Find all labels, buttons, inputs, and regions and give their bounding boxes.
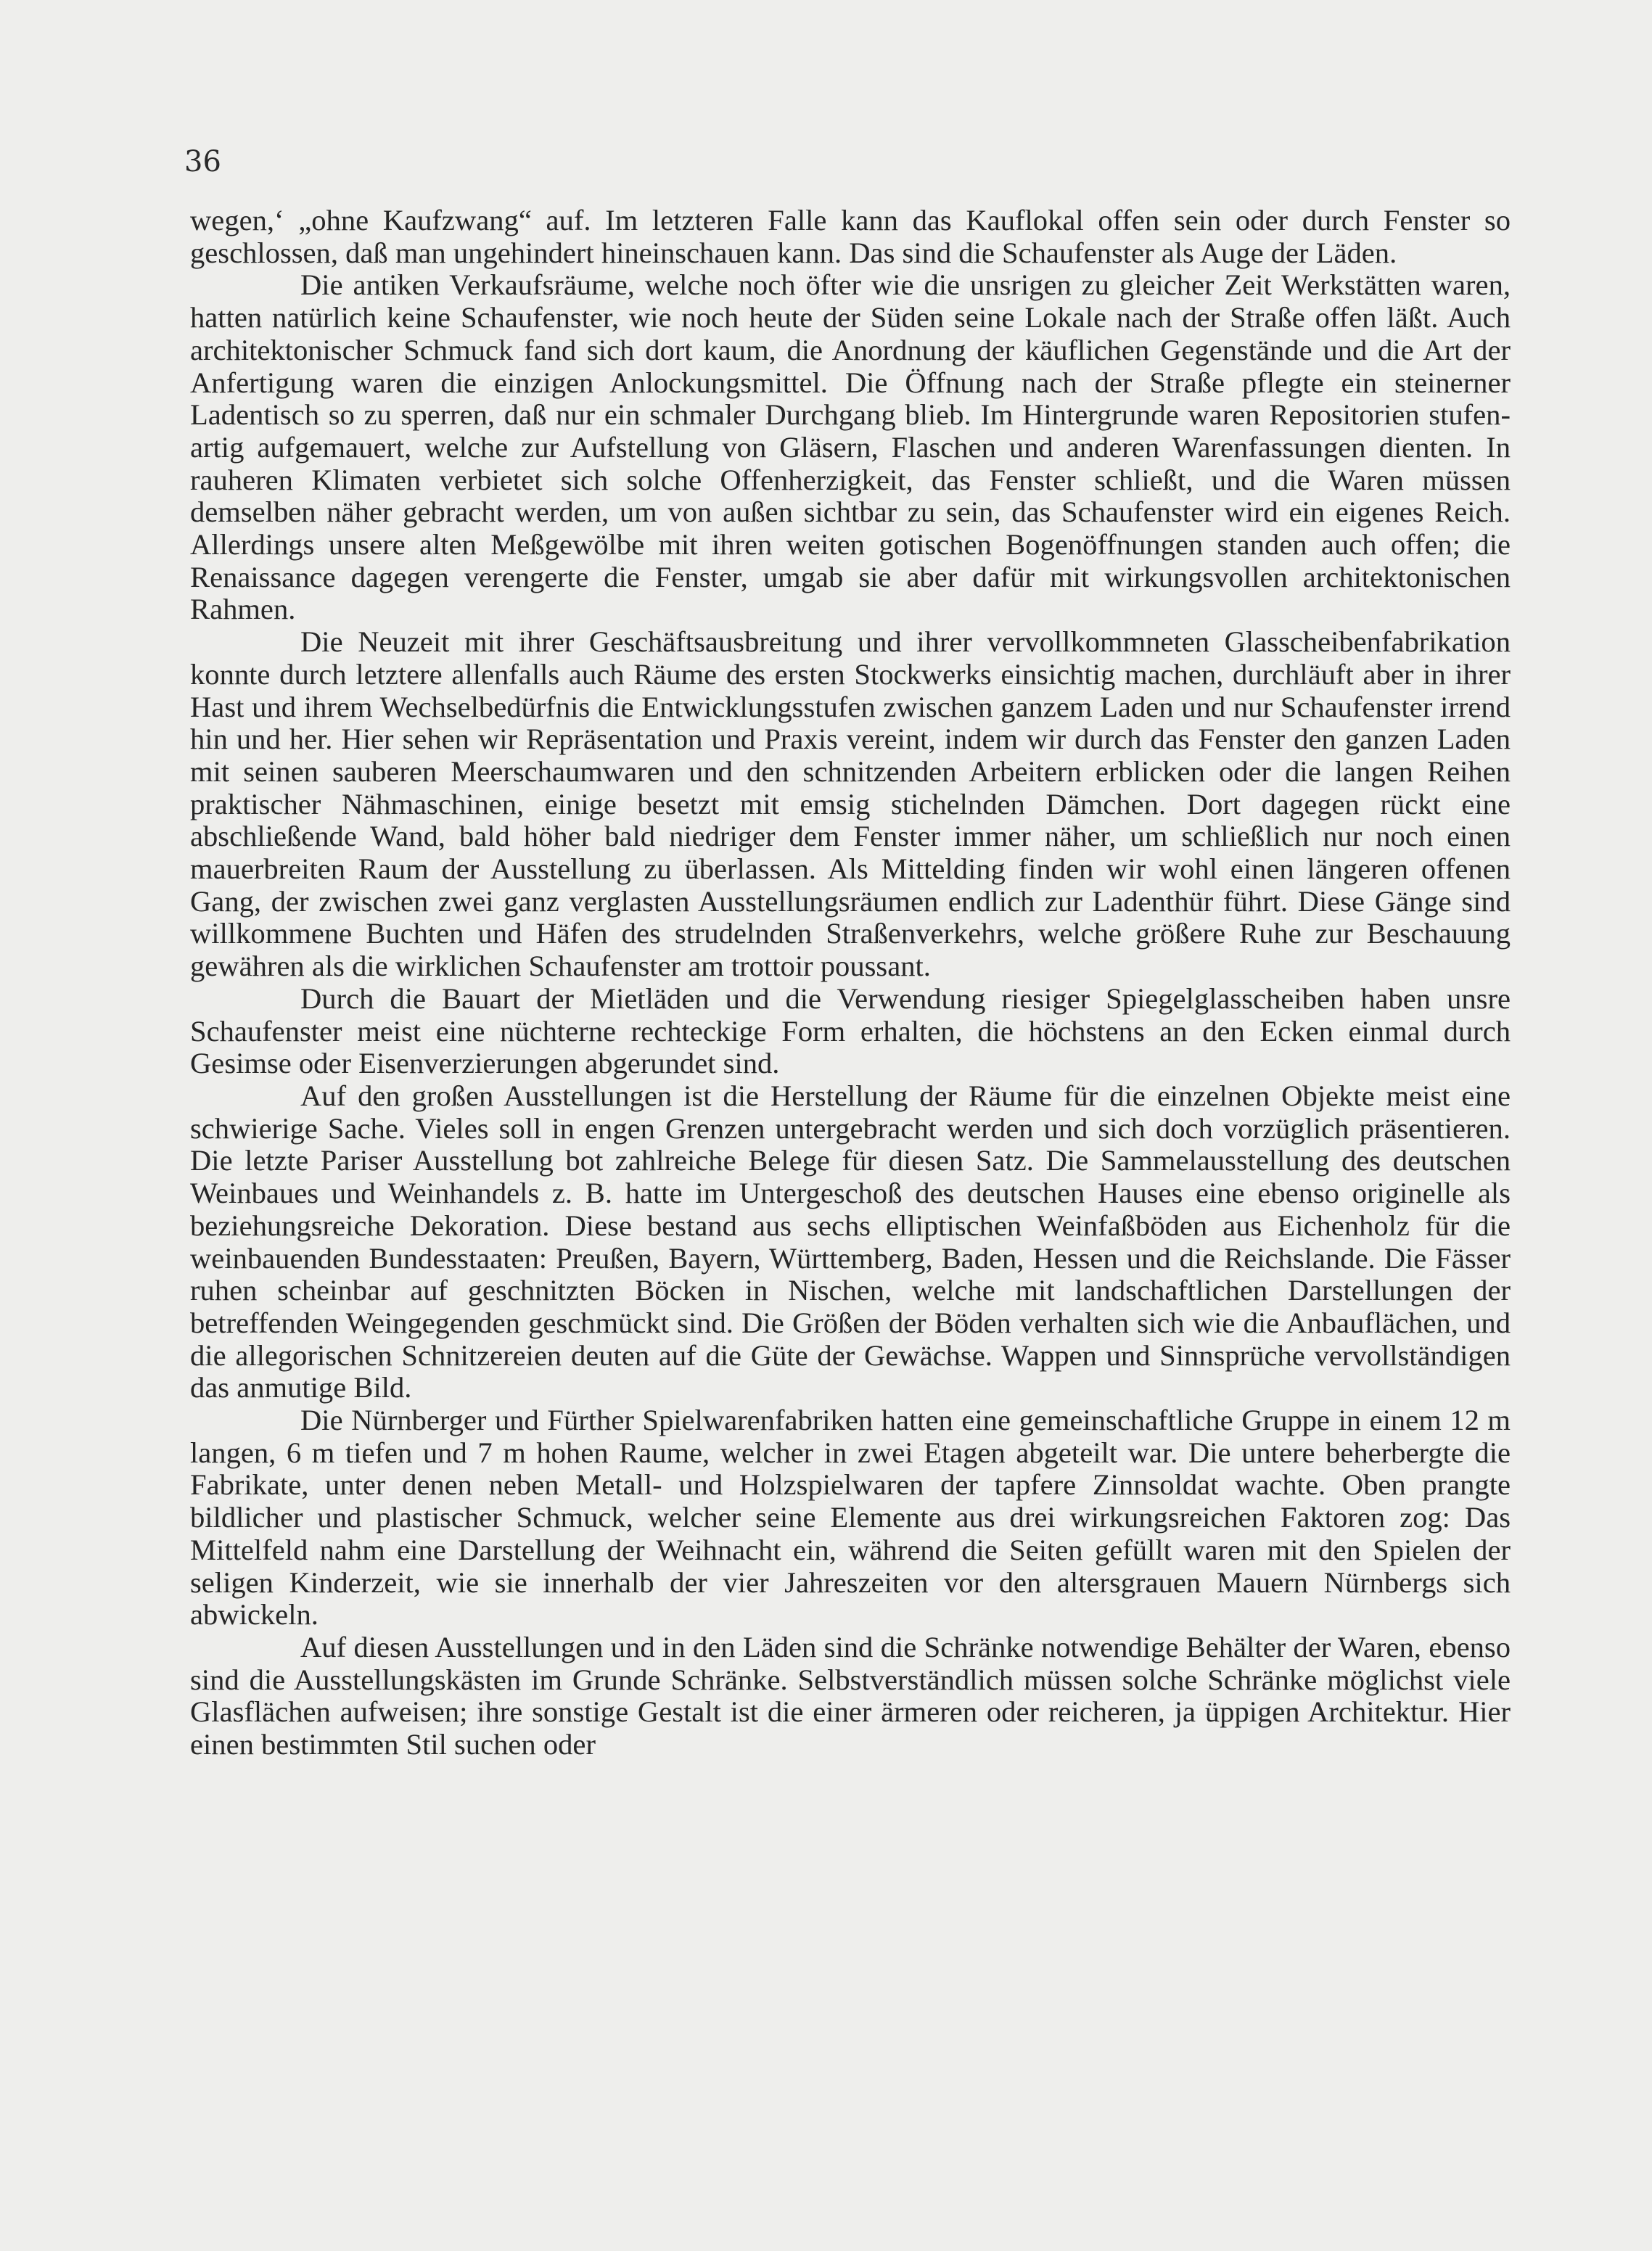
paragraph-5: Auf den großen Ausstellungen ist die Herstellung der Räume für die einzelnen Objekte meist eine schwierige Sache. Vieles soll in engen Grenzen untergebracht werden und sich doch vorzüglich präsentieren. Die letzte Pariser Ausstellung bot zahlreiche Belege für diesen Satz. Die Sammelausstellung des deutschen Weinbaues und Weinhandels z. B. hatte im Untergeschoß des deutschen Hauses eine ebenso originelle als beziehungsreiche Dekoration. Diese bestand aus sechs elliptischen Weinfaßböden aus Eichenholz für die weinbauenden Bundesstaaten: Preußen, Bayern, Württemberg, Baden, Hessen und die Reichslande. Die Fässer ruhen scheinbar auf geschnitzten Böcken in Nischen, welche mit landschaftlichen Darstellungen der betreffenden Weingegenden geschmückt sind. Die Größen der Böden verhalten sich wie die Anbauflächen, und die allegorischen Schnitzereien deuten auf die Güte der Gewächse. Wappen und Sinnsprüche vervollständigen das anmutige Bild.	[190, 1079, 1511, 1404]
paragraph-4: Durch die Bauart der Mietläden und die Verwendung riesiger Spiegelglasscheiben haben unsre Schaufenster meist eine nüchterne rechteckige Form erhalten, die höchstens an den Ecken einmal durch Gesimse oder Eisenverzierungen abgerundet sind.	[190, 982, 1511, 1080]
paragraph-6: Die Nürnberger und Fürther Spielwarenfabriken hatten eine gemeinschaftliche Gruppe in einem 12 m langen, 6 m tiefen und 7 m hohen Raume, welcher in zwei Etagen abgeteilt war. Die untere beherbergte die Fabrikate, unter denen neben Metall- und Holzspielwaren der tapfere Zinnsoldat wachte. Oben prangte bildlicher und plastischer Schmuck, welcher seine Elemente aus drei wirkungsreichen Faktoren zog: Das Mittelfeld nahm eine Darstellung der Weihnacht ein, während die Seiten gefüllt waren mit den Spielen der seligen Kinderzeit, wie sie innerhalb der vier Jahreszeiten vor den altersgrauen Mauern Nürnbergs sich abwickeln.	[190, 1404, 1511, 1631]
page-number: 36	[184, 145, 221, 178]
paragraph-7: Auf diesen Ausstellungen und in den Läden sind die Schränke notwendige Behälter der Waren, ebenso sind die Ausstellungskästen im Grunde Schränke. Selbstverständlich müssen solche Schränke möglichst viele Glasflächen aufweisen; ihre sonstige Gestalt ist die einer ärmeren oder reicheren, ja üppigen Architektur. Hier einen bestimmten Stil suchen oder	[190, 1630, 1511, 1761]
paragraph-3: Die Neuzeit mit ihrer Geschäftsausbreitung und ihrer vervollkommneten Glasscheibenfabrikation konnte durch letztere allenfalls auch Räume des ersten Stockwerks einsichtig machen, durchläuft aber in ihrer Hast und ihrem Wechselbedürfnis die Entwicklungsstufen zwischen ganzem Laden und nur Schaufenster irrend hin und her. Hier sehen wir Repräsentation und Praxis vereint, indem wir durch das Fenster den ganzen Laden mit seinen sauberen Meerschaumwaren und den schnitzenden Arbeitern erblicken oder die langen Reihen praktischer Nähmaschinen, einige besetzt mit emsig stichelnden Dämchen. Dort dagegen rückt eine abschließende Wand, bald höher bald niedriger dem Fenster immer näher, um schließlich nur noch einen mauerbreiten Raum der Ausstellung zu überlassen. Als Mittelding finden wir wohl einen längeren offenen Gang, der zwischen zwei ganz verglasten Ausstellungsräumen endlich zur Ladenthür führt. Diese Gänge sind willkommene Buchten und Häfen des strudelnden Straßenverkehrs, welche größere Ruhe zur Beschauung gewähren als die wirklichen Schaufenster am trottoir poussant.	[190, 625, 1511, 983]
paragraph-2: Die antiken Verkaufsräume, welche noch öfter wie die unsrigen zu gleicher Zeit Werkstätten waren, hatten natürlich keine Schaufenster, wie noch heute der Süden seine Lokale nach der Straße offen läßt. Auch architektonischer Schmuck fand sich dort kaum, die Anordnung der käuflichen Gegenstände und die Art der Anfertigung waren die einzigen Anlockungsmittel. Die Öffnung nach der Straße pflegte ein steinerner Ladentisch so zu sperren, daß nur ein schmaler Durchgang blieb. Im Hintergrunde waren Repositorien stufenartig aufgemauert, welche zur Aufstellung von Gläsern, Flaschen und anderen Warenfassungen dienten. In rauheren Klimaten verbietet sich solche Offenherzigkeit, das Fenster schließt, und die Waren müssen demselben näher gebracht werden, um von außen sichtbar zu sein, das Schaufenster wird ein eigenes Reich. Allerdings unsere alten Meßgewölbe mit ihren weiten gotischen Bogenöffnungen standen auch offen; die Renaissance dagegen verengerte die Fenster, umgab sie aber dafür mit wirkungsvollen architektonischen Rahmen.	[190, 268, 1511, 626]
body-text	[190, 205, 1511, 1761]
paragraph-1: wegen,‘ „ohne Kaufzwang“ auf. Im letzteren Falle kann das Kauflokal offen sein oder durch Fenster so geschlossen, daß man ungehindert hineinschauen kann. Das sind die Schaufenster als Auge der Läden.	[190, 204, 1511, 269]
